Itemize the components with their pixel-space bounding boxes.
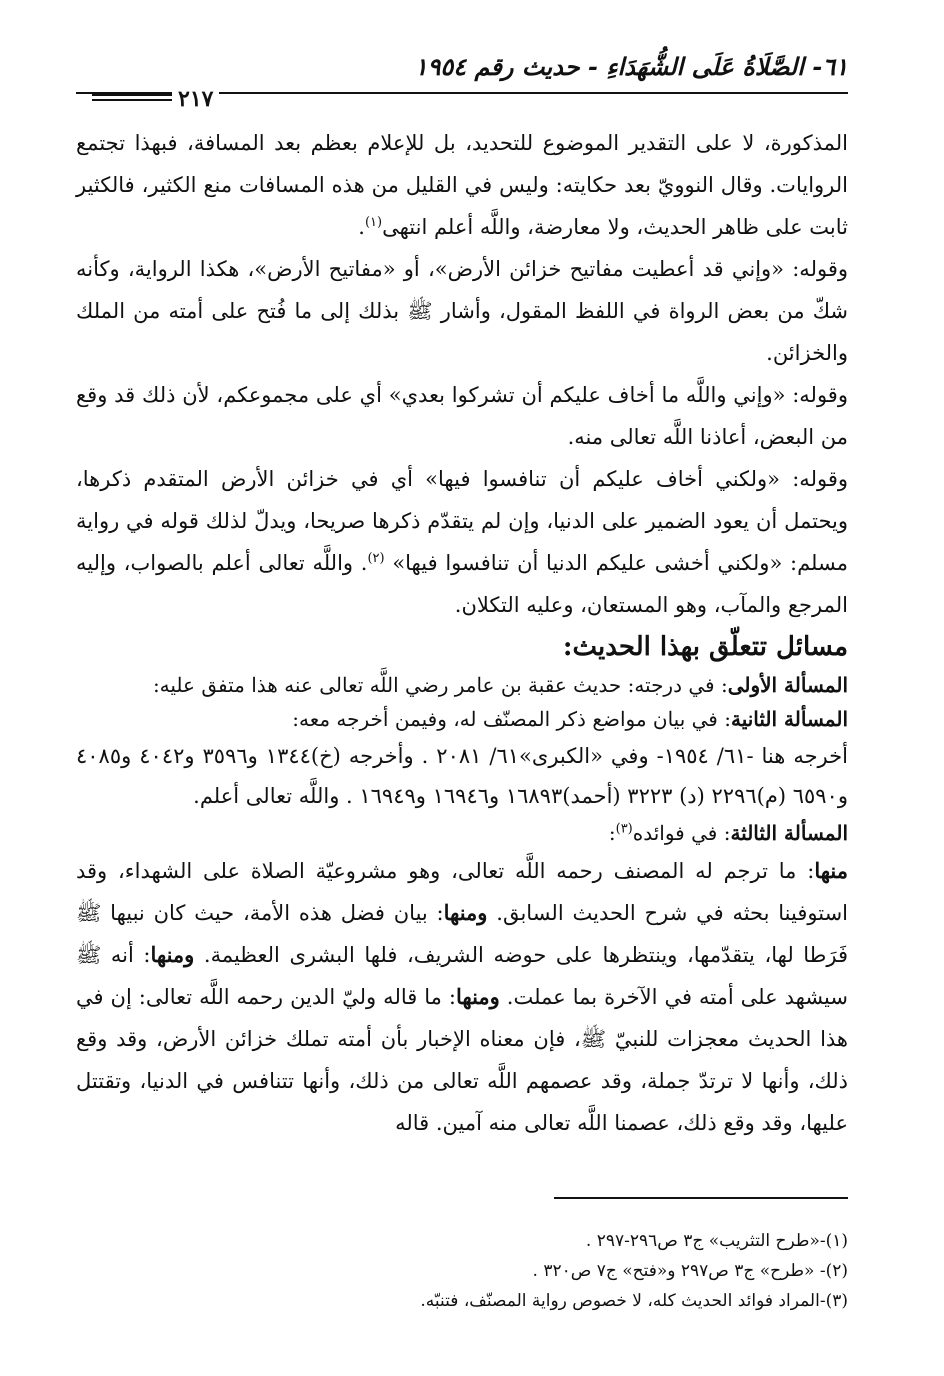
section-heading: مسائل تتعلّق بهذا الحديث: <box>562 632 848 662</box>
issue-2: المسألة الثانية: في بيان مواضع ذكر المصنّف له، وفيمن أخرجه معه: <box>292 707 848 731</box>
benefits-paragraph: منها: ما ترجم له المصنف رحمه اللَّه تعالى، وهو مشروعيّة الصلاة على الشهداء، وقد استوفينا بحثه في شرح الحديث السابق. ومنها: بيان فضل هذه الأمة، حيث كان نبيها ﷺ فَرَطا لها، يتقدّمها، وينتظرها على حوضه الشريف، فلها البشرى العظيمة. ومنها: أنه ﷺ سيشهد على أمته في الآخرة بما عملت. ومنها: ما قاله وليّ الدين رحمه اللَّه تعالى: إن في هذا الحديث معجزات للنبيّ ﷺ، فإن معناه الإخبار بأن أمته تملك خزائن الأرض، وقد وقع ذلك، وأنها لا ترتدّ جملة، وقد عصمهم اللَّه تعالى من ذلك، وأنها تتنافس في الدنيا، وتقتتل عليها، وقد وقع ذلك، عصمنا اللَّه تعالى منه آمين. قاله <box>76 858 849 1135</box>
footnote-marker: (٣) <box>615 821 633 837</box>
paragraph: وقوله: «ولكني أخاف عليكم أن تنافسوا فيها» أي في خزائن الأرض المتقدم ذكرها، ويحتمل أن يعود الضمير على الدنيا، وإن لم يتقدّم ذكرها صريحا، ويدلّ لذلك قوله في رواية مسلم: «ولكني أخشى عليكم الدنيا أن تنافسوا فيها» $^{(٢)}$. واللَّه تعالى أعلم بالصواب، وإليه المرجع والمآب، وهو المستعان، وعليه التكلان. <box>76 467 848 617</box>
footnotes <box>76 1226 848 1316</box>
footnote: (٢)- «طرح» ج٣ ص٢٩٧ و«فتح» ج٧ ص٣٢٠ . <box>532 1261 848 1281</box>
issue-3: المسألة الثالثة: في فوائده$^{(٣)}$: <box>608 821 848 845</box>
paragraph: وقوله: «وإني واللَّه ما أخاف عليكم أن تشركوا بعدي» أي على مجموعكم، لأن ذلك قد وقع من البعض، أعاذنا اللَّه تعالى منه. <box>76 383 848 449</box>
paragraph: وقوله: «وإني قد أعطيت مفاتيح خزائن الأرض»، أو «مفاتيح الأرض»، هكذا الرواية، وكأنه شكّ من بعض الرواة في اللفظ المقول، وأشار ﷺ بذلك إلى ما فُتح على أمته من الملك والخزائن. <box>76 257 848 365</box>
paragraph: المذكورة، لا على التقدير الموضوع للتحديد، بل للإعلام بعظم بعد المسافة، فبهذا تجتمع الروايات. وقال النوويّ بعد حكايته: وليس في القليل من هذه المسافات منع الكثير، فالكثير ثابت على ظاهر الحديث، ولا معارضة، واللَّه أعلم انتهى$^{(١)}$. <box>76 131 848 239</box>
issue-1: المسألة الأولى: في درجته: حديث عقبة بن عامر رضي اللَّه تعالى عنه هذا متفق عليه: <box>152 673 848 697</box>
footnote: (٣)-المراد فوائد الحديث كله، لا خصوص رواية المصنّف، فتنبّه. <box>420 1291 848 1311</box>
citation: أخرجه هنا -٦١/ ١٩٥٤- وفي «الكبرى»٦١/ ٢٠٨١ . وأخرجه (خ)١٣٤٤ و٣٥٩٦ و٤٠٤٢ و٤٠٨٥ و٦٥٩٠ (م)٢٢٩٦ (د) ٣٢٢٣ (أحمد)١٦٨٩٣ و١٦٩٤٦ و١٦٩٤٩ . واللَّه تعالى أعلم. <box>76 744 848 808</box>
footnote-marker: (١) <box>364 215 383 230</box>
page-number: ٢١٧ <box>172 86 219 112</box>
footnote-marker: (٢) <box>367 551 385 566</box>
running-title: ٦١- الصَّلَاةُ عَلَى الشُّهَدَاءِ - حديث رقم ١٩٥٤ <box>414 52 848 81</box>
page-body <box>76 122 848 1144</box>
footnote-separator <box>554 1197 848 1199</box>
page-header <box>76 52 848 112</box>
footnote: (١)-«طرح التثريب» ج٣ ص٢٩٦-٢٩٧ . <box>585 1231 848 1251</box>
